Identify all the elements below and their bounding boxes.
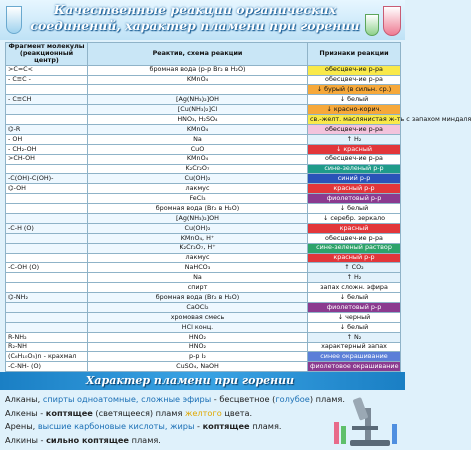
flame-text: Алканы,: [5, 394, 43, 404]
table-row: [6, 293, 401, 303]
fragment-cell: R-NH₂: [6, 332, 88, 342]
flame-text: -: [194, 421, 203, 432]
fragment-cell: R₂-NH: [6, 342, 88, 352]
table-row: [6, 233, 401, 243]
table-row: [6, 164, 401, 174]
fragment-cell: >CH-OH: [6, 154, 88, 164]
table-row: [6, 223, 401, 233]
table-row: [6, 213, 401, 223]
fragment-cell: -C(OH)-C(OH)-: [6, 174, 88, 184]
reagent-cell: лакмус: [88, 184, 308, 194]
flame-text: спирты одноатомные, сложные эфиры: [42, 394, 212, 404]
header-signs: Признаки реакции: [308, 43, 401, 66]
table-row: [6, 362, 401, 372]
reagent-cell: р-р I₂: [88, 352, 308, 362]
fragment-cell: [6, 105, 88, 115]
sign-cell: сине-зеленый раствор: [308, 243, 401, 253]
sign-cell: фиолетовый р-р: [308, 302, 401, 312]
sign-cell: красный р-р: [308, 253, 401, 263]
flame-title: Характер пламени при горении: [85, 374, 295, 387]
flask-icon: [6, 6, 22, 34]
flame-text: - бесцветное (: [211, 394, 276, 404]
fragment-cell: - CH₂-OH: [6, 144, 88, 154]
sign-cell: ↓ красный: [308, 144, 401, 154]
reagent-cell: KMnO₄, H⁺: [88, 233, 308, 243]
flask-icon: [365, 14, 379, 36]
fragment-cell: -C-NH- (O): [6, 362, 88, 372]
fragment-cell: -C-OH (O): [6, 263, 88, 273]
fragment-cell: [6, 194, 88, 204]
reagent-cell: лакмус: [88, 253, 308, 263]
sign-cell: запах сложн. эфира: [308, 283, 401, 293]
sign-cell: ↑ CO₂: [308, 263, 401, 273]
reagent-cell: бромная вода (Br₂ в H₂O): [88, 293, 308, 303]
table-row: [6, 273, 401, 283]
sign-cell: ↓ белый: [308, 293, 401, 303]
fragment-cell: - C≡CH: [6, 95, 88, 105]
reagent-cell: HNO₃, H₂SO₄: [88, 115, 308, 125]
flame-text: Арены,: [5, 421, 38, 432]
table-row: [6, 253, 401, 263]
sign-cell: ↓ серебр. зеркало: [308, 213, 401, 223]
sign-cell: ↓ белый: [308, 322, 401, 332]
sign-cell: синее окрашивание: [308, 352, 401, 362]
table-row: [6, 332, 401, 342]
table-row: [6, 105, 401, 115]
sign-cell: обесцвеч-ие р-ра: [308, 124, 401, 134]
reagent-cell: KMnO₄: [88, 124, 308, 134]
sign-cell: обесцвеч-ие р-ра: [308, 233, 401, 243]
flame-text: (светящееся) пламя: [92, 407, 185, 418]
table-row: [6, 134, 401, 144]
reagent-cell: CuO: [88, 144, 308, 154]
fragment-cell: [6, 164, 88, 174]
sign-cell: фиолетовый р-р: [308, 194, 401, 204]
flame-text: высшие карбоновые кислоты, жиры: [37, 421, 195, 432]
sign-cell: обесцвеч-ие р-ра: [308, 75, 401, 85]
reactions-body: [6, 65, 471, 372]
fragment-cell: ⌬-R: [6, 124, 88, 134]
sign-cell: сине-зеленый р-р: [308, 164, 401, 174]
sign-cell: красный р-р: [308, 184, 401, 194]
table-row: [6, 312, 401, 322]
table-row: [6, 204, 401, 214]
table-row: [6, 174, 401, 184]
reagent-cell: Cu(OH)₂: [88, 223, 308, 233]
flask-icon: [383, 6, 401, 36]
microscope-icon: [332, 394, 400, 448]
fragment-cell: [6, 233, 88, 243]
sign-cell: красный: [308, 223, 401, 233]
reagent-cell: K₂Cr₂O₇: [88, 164, 308, 174]
sign-cell: фиолетовое окрашивание: [308, 362, 401, 372]
reagent-cell: HCl конц.: [88, 322, 308, 332]
flame-text: Алкены -: [5, 407, 46, 418]
flame-text: ) пламя.: [309, 394, 345, 404]
reagent-cell: бромная вода (Br₂ в H₂O): [88, 204, 308, 214]
reagent-cell: [88, 85, 308, 95]
reactions-table: [5, 42, 471, 372]
flame-text: сильно коптящее: [46, 434, 129, 445]
reagent-cell: KMnO₄: [88, 75, 308, 85]
fragment-cell: [6, 302, 88, 312]
fragment-cell: [6, 85, 88, 95]
reagent-cell: NaHCO₃: [88, 263, 308, 273]
fragment-cell: [6, 283, 88, 293]
table-row: [6, 322, 401, 332]
fragment-cell: [6, 213, 88, 223]
table-row: [6, 65, 401, 75]
table-row: [6, 302, 401, 312]
fragment-cell: [6, 243, 88, 253]
sign-cell: характерный запах: [308, 342, 401, 352]
table-row: [6, 283, 401, 293]
sign-cell: обесцвеч-ие р-ра: [308, 154, 401, 164]
flame-text: желтого: [184, 407, 222, 418]
fragment-cell: (C₆H₁₀O₅)n - крахмал: [6, 352, 88, 362]
reagent-cell: [Ag(NH₃)₂]OH: [88, 213, 308, 223]
fragment-cell: - C≡C -: [6, 75, 88, 85]
sign-cell: ↓ красно-корич.: [308, 105, 401, 115]
table-row: [6, 115, 401, 125]
flame-line-alkenes: [5, 407, 325, 421]
fragment-cell: [6, 322, 88, 332]
header-fragment: Фрагмент молекулы (реакционный центр): [6, 43, 88, 66]
header-reagent: Реактив, схема реакции: [88, 43, 308, 66]
flame-section-header: [0, 372, 405, 390]
reagent-cell: Cu(OH)₂: [88, 174, 308, 184]
flame-line-alkynes: [5, 434, 325, 448]
table-row: [6, 124, 401, 134]
flame-text: пламя.: [249, 421, 282, 432]
fragment-cell: - OH: [6, 134, 88, 144]
fragment-cell: [6, 115, 88, 125]
reagent-cell: бромная вода (р-р Br₂ в H₂O): [88, 65, 308, 75]
table-row: [6, 154, 401, 164]
sign-cell: св.-желт. маслянистая ж-ть с запахом миндаля: [308, 115, 401, 125]
flame-text: голубое: [275, 394, 310, 404]
sign-cell: синий р-р: [308, 174, 401, 184]
sign-cell: ↑ N₂: [308, 332, 401, 342]
flame-line-arenes: [5, 420, 325, 434]
table-row: [6, 352, 401, 362]
flame-list: [5, 393, 345, 447]
table-row: [6, 144, 401, 154]
poster-header: [0, 0, 405, 40]
table-row: [6, 263, 401, 273]
flame-text: цвета.: [221, 407, 253, 418]
flame-text: пламя.: [128, 434, 161, 445]
flame-text: коптящее: [202, 421, 250, 432]
fragment-cell: ⌬-NH₂: [6, 293, 88, 303]
table-row: [6, 243, 401, 253]
reagent-cell: Na: [88, 273, 308, 283]
reagent-cell: [Cu(NH₃)₂]Cl: [88, 105, 308, 115]
reagent-cell: CuSO₄, NaOH: [88, 362, 308, 372]
reagent-cell: хромовая смесь: [88, 312, 308, 322]
fragment-cell: >C=C<: [6, 65, 88, 75]
sign-cell: ↓ белый: [308, 95, 401, 105]
reagent-cell: K₂Cr₂O₇, H⁺: [88, 243, 308, 253]
sign-cell: ↓ бурый (в сильн. ср.): [308, 85, 401, 95]
sign-cell: ↑ H₂: [308, 134, 401, 144]
sign-cell: ↑ H₂: [308, 273, 401, 283]
reagent-cell: CaOCl₂: [88, 302, 308, 312]
table-row: [6, 75, 401, 85]
reagent-cell: KMnO₄: [88, 154, 308, 164]
fragment-cell: [6, 312, 88, 322]
table-row: [6, 85, 401, 95]
fragment-cell: ⌬-OH: [6, 184, 88, 194]
table-row: [6, 194, 401, 204]
table-row: [6, 95, 401, 105]
reagent-cell: HNO₂: [88, 342, 308, 352]
fragment-cell: [6, 273, 88, 283]
reagent-cell: спирт: [88, 283, 308, 293]
table-row: [6, 342, 401, 352]
table-row: [6, 184, 401, 194]
page-title: Качественные реакции органических соединений, характер пламени при горении: [30, 2, 360, 33]
flame-line-alkanes: [5, 393, 345, 407]
sign-cell: ↓ белый: [308, 204, 401, 214]
test-tubes-icon: [334, 422, 339, 444]
fragment-cell: [6, 253, 88, 263]
sign-cell: ↓ черный: [308, 312, 401, 322]
fragment-cell: [6, 204, 88, 214]
reagent-cell: FeCl₃: [88, 194, 308, 204]
reagent-cell: HNO₂: [88, 332, 308, 342]
flame-text: Алкины -: [5, 434, 47, 445]
flame-text: коптящее: [45, 407, 93, 418]
reagent-cell: Na: [88, 134, 308, 144]
fragment-cell: -C-H (O): [6, 223, 88, 233]
reagent-cell: [Ag(NH₃)₂]OH: [88, 95, 308, 105]
sign-cell: обесцвеч-ие р-ра: [308, 65, 401, 75]
